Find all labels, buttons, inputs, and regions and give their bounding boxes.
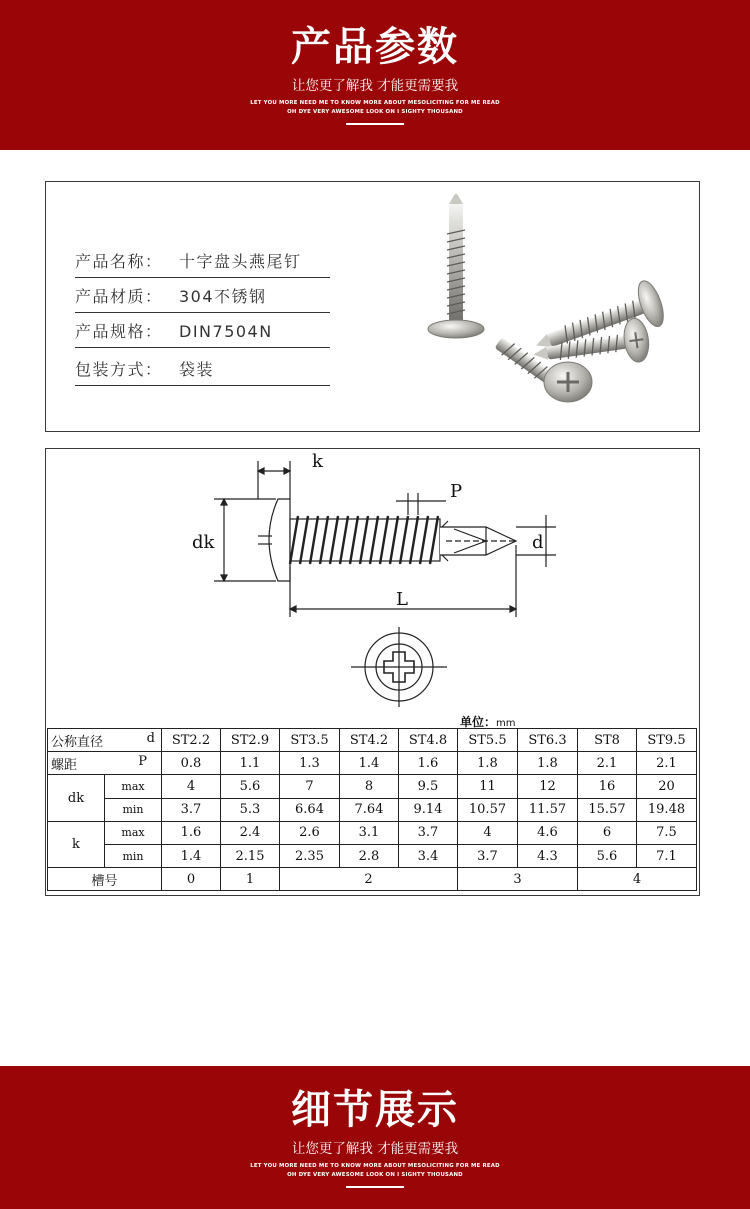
row-header-k: k <box>48 821 105 867</box>
table-cell: 0 <box>162 868 221 891</box>
section-subtitle: 让您更了解我 才能更需要我 <box>291 78 459 94</box>
table-cell: 7.1 <box>637 844 697 867</box>
screw-technical-drawing <box>46 449 699 727</box>
table-cell: 1 <box>221 868 280 891</box>
table-cell: 10.57 <box>458 798 518 821</box>
table-cell: 11 <box>458 775 518 798</box>
table-cell: 15.57 <box>578 798 637 821</box>
info-row-spec: 产品规格： DIN7504N <box>75 320 330 348</box>
table-cell: 4 <box>458 821 518 844</box>
table-cell: 8 <box>340 775 399 798</box>
table-cell: 0.8 <box>162 752 221 775</box>
table-cell: 1.3 <box>280 752 340 775</box>
table-cell: 1.1 <box>221 752 280 775</box>
table-cell: 5.3 <box>221 798 280 821</box>
table-cell: 1.8 <box>518 752 578 775</box>
table-cell: 3 <box>458 868 578 891</box>
table-cell: ST8 <box>578 729 637 752</box>
dim-d-label: d <box>532 532 544 553</box>
table-cell: ST6.3 <box>518 729 578 752</box>
product-info-panel <box>45 181 700 432</box>
table-cell: 12 <box>518 775 578 798</box>
table-row-pitch: 螺距 P 0.8 1.1 1.3 1.4 1.6 1.8 1.8 2.1 2.1 <box>48 752 697 775</box>
section-title: 产品参数 <box>291 24 459 70</box>
table-cell: 19.48 <box>637 798 697 821</box>
section-english-text: LET YOU MORE NEED ME TO KNOW MORE ABOUT MESOLICITING FOR ME READ OH DYE VERY AWESOME LOOK ON I SIGHTY THOUSAND <box>250 1162 500 1178</box>
table-cell: 1.4 <box>162 844 221 867</box>
table-row-nominal: 公称直径 d ST2.2 ST2.9 ST3.5 ST4.2 ST4.8 ST5.5 ST6.3 ST8 ST9.5 <box>48 729 697 752</box>
table-cell: 2.15 <box>221 844 280 867</box>
dim-dk-label: dk <box>192 532 215 553</box>
table-cell: 1.6 <box>162 821 221 844</box>
table-cell: 4 <box>162 775 221 798</box>
spec-drawing-panel <box>45 448 700 896</box>
details-banner <box>0 1066 750 1209</box>
title-underline <box>346 123 404 125</box>
table-cell: 3.7 <box>399 821 458 844</box>
row-header-slot: 槽号 <box>48 868 162 891</box>
table-cell: 7 <box>280 775 340 798</box>
table-cell: ST2.2 <box>162 729 221 752</box>
table-cell: 4.6 <box>518 821 578 844</box>
table-cell: 7.5 <box>637 821 697 844</box>
section-title: 细节展示 <box>291 1087 459 1133</box>
info-row-packaging: 包装方式： 袋装 <box>75 358 330 386</box>
info-row-name: 产品名称： 十字盘头燕尾钉 <box>75 250 330 278</box>
table-row-dk-min: min 3.7 5.3 6.64 7.64 9.14 10.57 11.57 15.57 19.48 <box>48 798 697 821</box>
row-header-dk: dk <box>48 775 105 821</box>
table-cell: 6 <box>578 821 637 844</box>
table-cell: 5.6 <box>221 775 280 798</box>
table-cell: 20 <box>637 775 697 798</box>
spec-table <box>47 728 697 891</box>
table-cell: 6.64 <box>280 798 340 821</box>
table-cell: 3.1 <box>340 821 399 844</box>
section-subtitle: 让您更了解我 才能更需要我 <box>291 1141 459 1157</box>
section-english-text: LET YOU MORE NEED ME TO KNOW MORE ABOUT MESOLICITING FOR ME READ OH DYE VERY AWESOME LOOK ON I SIGHTY THOUSAND <box>250 99 500 115</box>
table-cell: 3.4 <box>399 844 458 867</box>
table-cell: 2.1 <box>578 752 637 775</box>
table-cell: 9.14 <box>399 798 458 821</box>
header-banner <box>0 0 750 150</box>
table-row-k-min: min 1.4 2.15 2.35 2.8 3.4 3.7 4.3 5.6 7.1 <box>48 844 697 867</box>
unit-note: 单位：mm <box>460 715 516 729</box>
table-cell: 3.7 <box>162 798 221 821</box>
dim-l-label: L <box>396 589 408 610</box>
table-cell: 1.4 <box>340 752 399 775</box>
table-cell: 11.57 <box>518 798 578 821</box>
dim-p-label: P <box>450 481 463 502</box>
table-cell: ST5.5 <box>458 729 518 752</box>
table-cell: 7.64 <box>340 798 399 821</box>
table-cell: 2.6 <box>280 821 340 844</box>
table-cell: 2.4 <box>221 821 280 844</box>
table-cell: 4.3 <box>518 844 578 867</box>
dim-k-label: k <box>312 451 323 472</box>
table-row-dk-max: dk max 4 5.6 7 8 9.5 11 12 16 20 <box>48 775 697 798</box>
table-row-k-max: k max 1.6 2.4 2.6 3.1 3.7 4 4.6 6 7.5 <box>48 821 697 844</box>
table-cell: 5.6 <box>578 844 637 867</box>
table-row-slot <box>48 868 697 891</box>
table-cell: 2.35 <box>280 844 340 867</box>
product-screws-image <box>426 194 696 414</box>
table-cell: 4 <box>578 868 697 891</box>
table-cell: 2.1 <box>637 752 697 775</box>
table-cell: ST3.5 <box>280 729 340 752</box>
table-cell: ST9.5 <box>637 729 697 752</box>
info-row-material: 产品材质： 304不锈钢 <box>75 285 330 313</box>
table-cell: 1.6 <box>399 752 458 775</box>
table-cell: 9.5 <box>399 775 458 798</box>
table-cell: ST4.2 <box>340 729 399 752</box>
table-cell: ST2.9 <box>221 729 280 752</box>
table-cell: 16 <box>578 775 637 798</box>
table-cell: 2.8 <box>340 844 399 867</box>
table-cell: 1.8 <box>458 752 518 775</box>
table-cell: ST4.8 <box>399 729 458 752</box>
table-cell: 2 <box>280 868 458 891</box>
title-underline <box>346 1186 404 1188</box>
table-cell: 3.7 <box>458 844 518 867</box>
